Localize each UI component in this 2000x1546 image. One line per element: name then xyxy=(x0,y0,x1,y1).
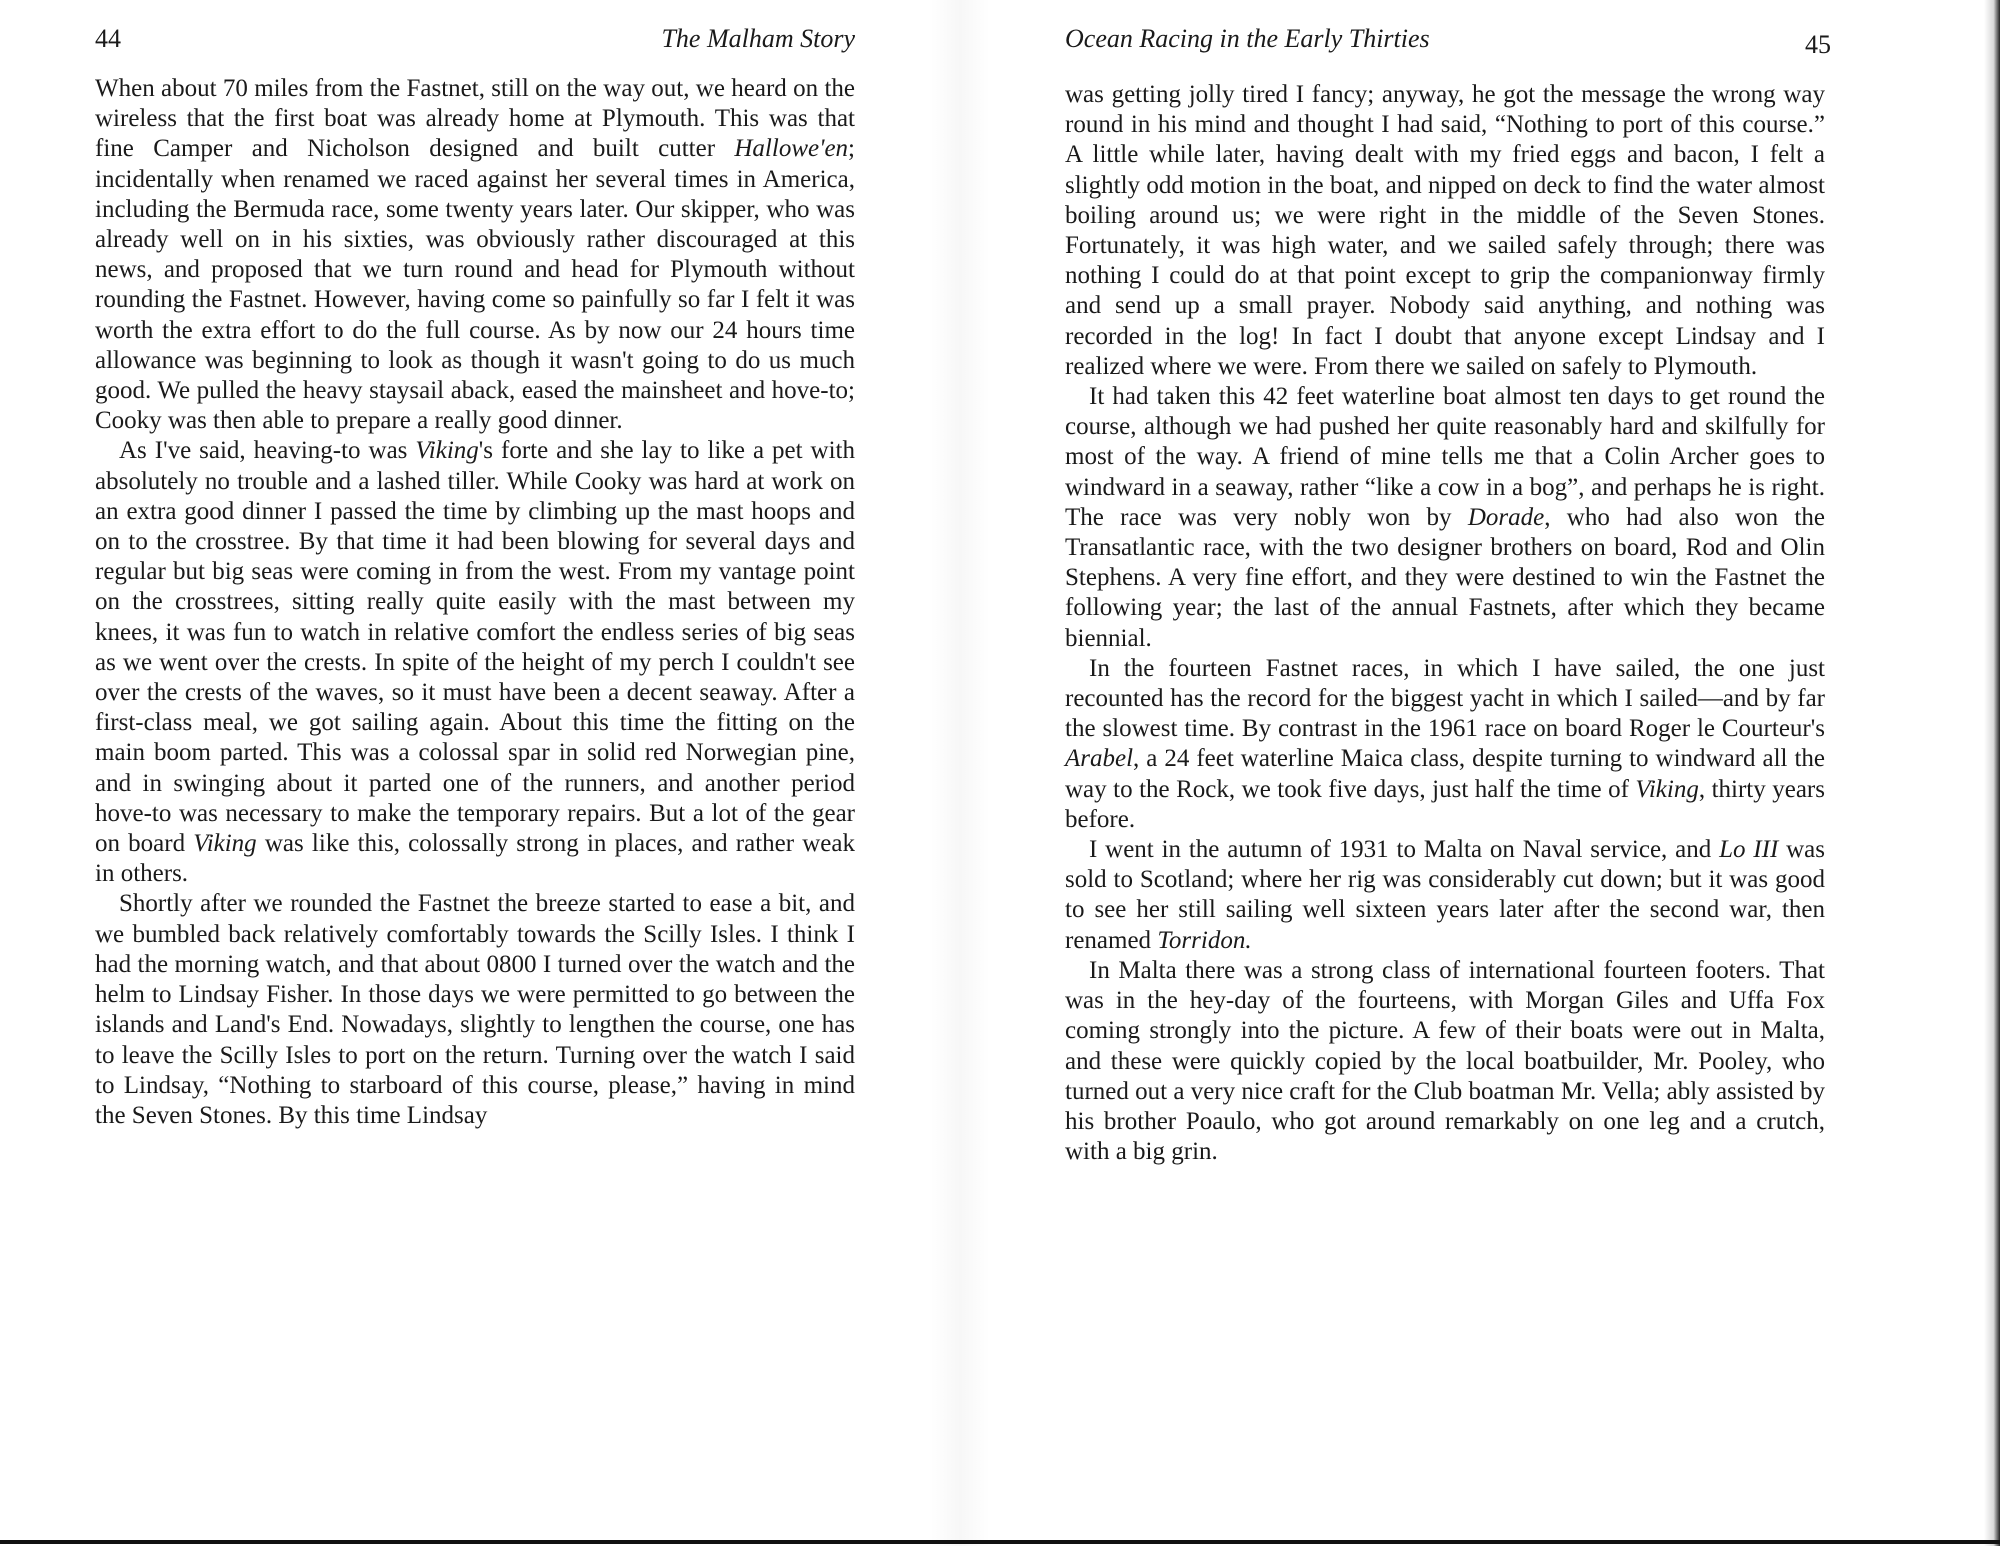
page-edge xyxy=(1984,0,2000,1546)
text-run: Shortly after we rounded the Fastnet the breeze started to ease a bit, and we bumbled back relatively comfortably towards the Scilly Isles. I think I had the morning watch, and that about 0800 I turned over the watch and the helm to Lindsay Fisher. In those days we were permitted to go between the islands and Land's End. Nowadays, slightly to lengthen the course, one has to leave the Scilly Isles to port on the return. Turning over the watch I said to Lindsay, “Nothing to starboard of this course, please,” having in mind the Seven Stones. By this time Lindsay xyxy=(95,890,855,1129)
text-run: was sold to Scotland; where her rig was considerably cut down; but it was good to see her still sailing well sixteen years later after the second war, then renamed xyxy=(1065,836,1825,954)
paragraph xyxy=(95,889,855,1131)
text-run: As I've said, heaving-to was xyxy=(119,437,416,465)
italic-text: Viking xyxy=(1635,775,1699,803)
page-number: 44 xyxy=(95,24,121,53)
right-page-body xyxy=(1065,80,1825,1167)
italic-text: Arabel xyxy=(1065,745,1134,773)
paragraph xyxy=(1065,956,1825,1167)
italic-text: Viking xyxy=(415,437,479,465)
page-gutter xyxy=(930,0,990,1546)
right-page-header xyxy=(1065,24,1831,64)
italic-text: Viking xyxy=(193,830,257,858)
paragraph xyxy=(95,436,855,889)
left-page-header xyxy=(95,24,855,64)
running-title: Ocean Racing in the Early Thirties xyxy=(1065,24,1430,53)
text-run: In the fourteen Fastnet races, in which I have sailed, the one just recounted has the record for the biggest yacht in which I sailed—and by far the slowest time. By contrast in the 1961 race on board Roger le Courteur's xyxy=(1065,654,1825,743)
paragraph xyxy=(1065,80,1825,382)
text-run: It had taken this 42 feet waterline boat almost ten days to get round the course, although we had pushed her quite reasonably hard and skilfully for most of the way. A friend of mine tells me that a Colin Archer goes to windward in a seaway, rather “like a cow in a bog”, and perhaps he is right. The race was very nobly won by xyxy=(1065,383,1825,531)
italic-text: Dorade xyxy=(1467,503,1545,531)
text-run: , a 24 feet waterline Maica class, despite turning to windward all the way to the Rock, we took five days, just half the time of xyxy=(1065,745,1825,803)
italic-text: Hallowe'en xyxy=(734,135,849,163)
left-page-body xyxy=(95,74,855,1131)
paragraph xyxy=(1065,654,1825,835)
text-run: I went in the autumn of 1931 to Malta on Naval service, and xyxy=(1089,836,1720,864)
text-run: In Malta there was a strong class of international fourteen footers. That was in the hey-day of the fourteens, with Morgan Giles and Uffa Fox coming strongly into the picture. A few of their boats were out in Malta, and these were quickly copied by the local boatbuilder, Mr. Pooley, who turned out a very nice craft for the Club boatman Mr. Vella; ably assisted by his brother Poaulo, who got around remarkably on one leg and a crutch, with a big grin. xyxy=(1065,956,1825,1166)
text-run: , thirty years before. xyxy=(1065,775,1825,833)
text-run: , who had also won the Transatlantic race, with the two designer brothers on board, Rod and Olin Stephens. A very fine effort, and they were destined to win the Fastnet the following year; the last of the annual Fastnets, after which they became biennial. xyxy=(1065,503,1825,652)
text-run: was getting jolly tired I fancy; anyway, he got the message the wrong way round in his mind and thought I had said, “Nothing to port of this course.” A little while later, having dealt with my fried eggs and bacon, I felt a slightly odd motion in the boat, and nipped on deck to find the water almost boiling around us; we were right in the middle of the Seven Stones. Fortunately, it was high water, and we sailed safely through; there was nothing I could do at that point except to grip the companionway firmly and send up a small prayer. Nobody said anything, and nothing was recorded in the log! In fact I doubt that anyone except Lindsay and I realized where we were. From there we sailed on safely to Plymouth. xyxy=(1065,81,1825,380)
italic-text: Torridon. xyxy=(1157,926,1252,954)
text-run: When about 70 miles from the Fastnet, still on the way out, we heard on the wireless that the first boat was already home at Plymouth. This was that fine Camper and Nicholson designed and built cutter xyxy=(95,75,855,163)
text-run: ; incidentally when renamed we raced against her several times in America, including the Bermuda race, some twenty years later. Our skipper, who was already well on in his sixties, was obviously rather discouraged at this news, and proposed that we turn round and head for Plymouth without rounding the Fastnet. However, having come so painfully so far I felt it was worth the extra effort to do the full course. As by now our 24 hours time allowance was beginning to look as though it wasn't going to do us much good. We pulled the heavy staysail aback, eased the mainsheet and hove-to; Cooky was then able to prepare a really good dinner. xyxy=(95,135,855,435)
text-run: 's forte and she lay to like a pet with absolutely no trouble and a lashed tiller. While Cooky was hard at work on an extra good dinner I passed the time by climbing up the mast hoops and on to the crosstree. By that time it had been blowing for several days and regular but big seas were coming in from the west. From my vantage point on the crosstrees, sitting really quite easily with the mast between my knees, it was fun to watch in relative comfort the endless series of big seas as we went over the crests. In spite of the height of my perch I couldn't see over the crests of the waves, so it must have been a decent seaway. After a first-class meal, we got sailing again. About this time the fitting on the main boom parted. This was a colossal spar in solid red Norwegian pine, and in swinging about it parted one of the runners, and another period hove-to was necessary to make the temporary repairs. But a lot of the gear on board xyxy=(95,437,855,858)
page-number: 45 xyxy=(1805,30,1831,59)
paragraph xyxy=(95,74,855,436)
text-run: was like this, colossally strong in places, and rather weak in others. xyxy=(95,830,855,888)
running-title: The Malham Story xyxy=(661,24,855,53)
bottom-edge xyxy=(0,1540,2000,1544)
paragraph xyxy=(1065,382,1825,654)
paragraph xyxy=(1065,835,1825,956)
italic-text: Lo III xyxy=(1719,836,1779,864)
